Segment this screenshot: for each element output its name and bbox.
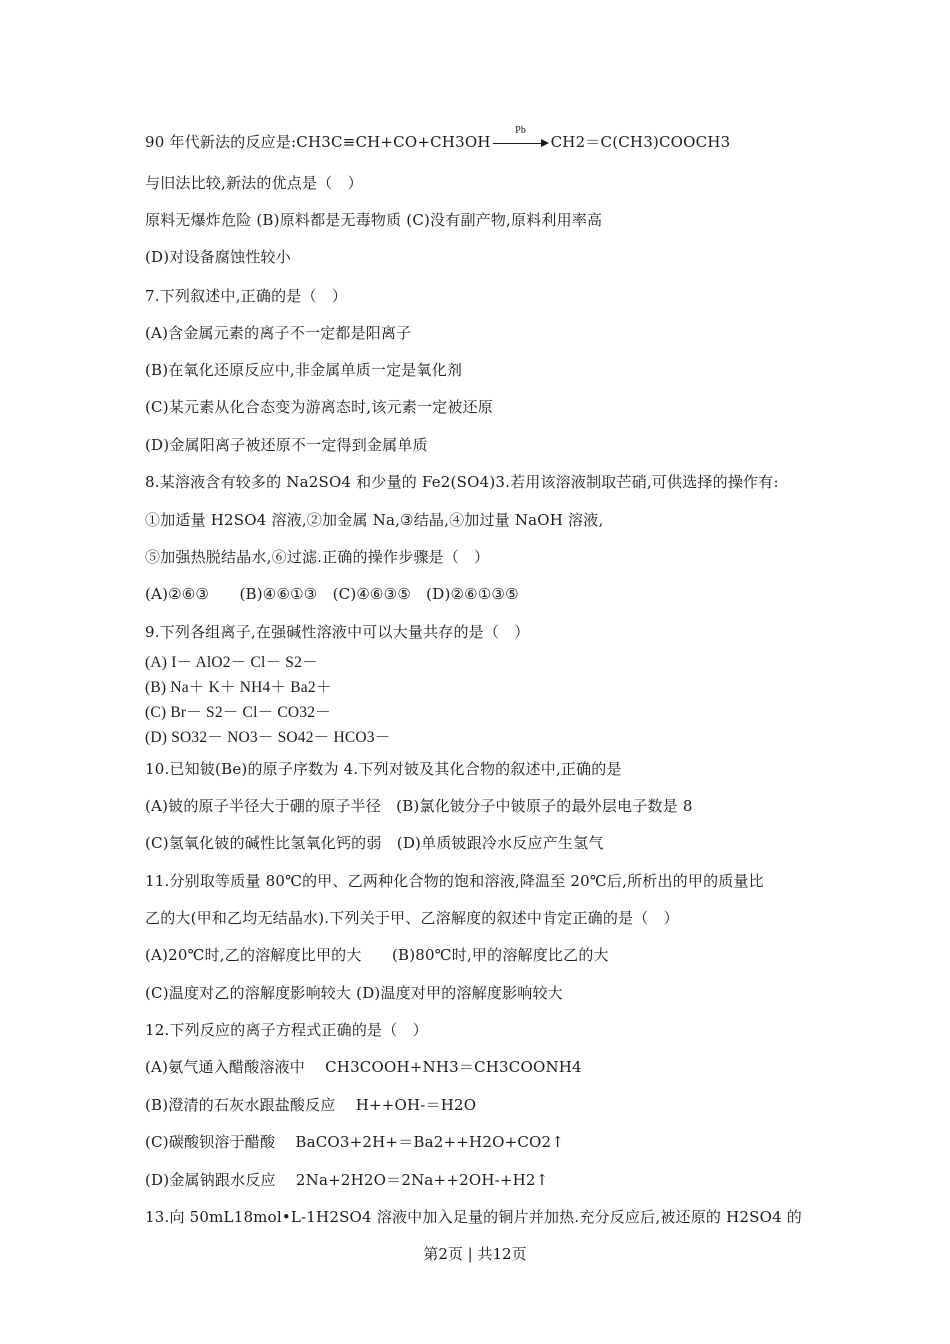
q13-stem: 13.向 50mL18mol•L-1H2SO4 溶液中加入足量的铜片并加热.充分反应后,被还原的 H2SO4 的 <box>145 1208 802 1226</box>
q7-option-b: (B)在氧化还原反应中,非金属单质一定是氧化剂 <box>145 361 463 379</box>
q12-option-d: (D)金属钠跟水反应 2Na+2H2O＝2Na++2OH-+H2↑ <box>145 1171 549 1189</box>
q6-reaction-prefix: 90 年代新法的反应是:CH3C≡CH+CO+CH3OH <box>145 133 491 151</box>
q6-reaction-line <box>145 125 731 152</box>
q10-options-cd: (C)氢氧化铍的碱性比氢氧化钙的弱 (D)单质铍跟冷水反应产生氢气 <box>145 834 604 852</box>
q9-option-c: (C) Br－ S2－ Cl－ CO32－ <box>145 704 331 721</box>
q9-stem: 9.下列各组离子,在强碱性溶液中可以大量共存的是（ ） <box>145 623 530 641</box>
q6-question: 与旧法比较,新法的优点是（ ） <box>145 174 363 192</box>
q8-operations-line2: ⑤加强热脱结晶水,⑥过滤.正确的操作步骤是（ ） <box>145 548 490 566</box>
q9-option-a: (A) I－ AlO2－ Cl－ S2－ <box>145 654 318 671</box>
q8-stem: 8.某溶液含有较多的 Na2SO4 和少量的 Fe2(SO4)3.若用该溶液制取芒硝,可供选择的操作有: <box>145 473 779 491</box>
q7-stem: 7.下列叙述中,正确的是（ ） <box>145 287 348 305</box>
q11-options-ab: (A)20℃时,乙的溶解度比甲的大 (B)80℃时,甲的溶解度比乙的大 <box>145 946 609 964</box>
q12-option-a: (A)氨气通入醋酸溶液中 CH3COOH+NH3＝CH3COONH4 <box>145 1058 582 1076</box>
q8-operations-line1: ①加适量 H2SO4 溶液,②加金属 Na,③结晶,④加过量 NaOH 溶液, <box>145 511 604 529</box>
q11-stem-line2: 乙的大(甲和乙均无结晶水).下列关于甲、乙溶解度的叙述中肯定正确的是（ ） <box>145 909 679 927</box>
q11-stem-line1: 11.分别取等质量 80℃的甲、乙两种化合物的饱和溶液,降温至 20℃后,所析出的甲的质量比 <box>145 872 764 890</box>
catalyst-label: Pb <box>515 125 527 136</box>
q12-option-b: (B)澄清的石灰水跟盐酸反应 H++OH-＝H2O <box>145 1096 477 1114</box>
q6-reaction-suffix: CH2＝C(CH3)COOCH3 <box>550 133 731 151</box>
q9-option-d: (D) SO32－ NO3－ SO42－ HCO3－ <box>145 729 391 746</box>
q9-option-b: (B) Na＋ K＋ NH4＋ Ba2＋ <box>145 679 332 696</box>
q7-option-c: (C)某元素从化合态变为游离态时,该元素一定被还原 <box>145 398 493 416</box>
page-footer: 第2页 | 共12页 <box>423 1245 527 1263</box>
q7-option-a: (A)含金属元素的离子不一定都是阳离子 <box>145 324 412 342</box>
q7-option-d: (D)金属阳离子被还原不一定得到金属单质 <box>145 436 428 454</box>
reaction-arrow-icon <box>493 125 549 150</box>
q11-options-cd: (C)温度对乙的溶解度影响较大 (D)温度对甲的溶解度影响较大 <box>145 984 563 1002</box>
q6-options-line1: 原料无爆炸危险 (B)原料都是无毒物质 (C)没有副产物,原料利用率高 <box>145 211 603 229</box>
q10-stem: 10.已知铍(Be)的原子序数为 4.下列对铍及其化合物的叙述中,正确的是 <box>145 760 622 778</box>
q10-options-ab: (A)铍的原子半径大于硼的原子半径 (B)氯化铍分子中铍原子的最外层电子数是 8 <box>145 797 693 815</box>
q8-options: (A)②⑥③ (B)④⑥①③ (C)④⑥③⑤ (D)②⑥①③⑤ <box>145 585 519 603</box>
q6-options-line2: (D)对设备腐蚀性较小 <box>145 248 291 266</box>
q12-option-c: (C)碳酸钡溶于醋酸 BaCO3+2H+＝Ba2++H2O+CO2↑ <box>145 1133 565 1151</box>
q12-stem: 12.下列反应的离子方程式正确的是（ ） <box>145 1021 428 1039</box>
